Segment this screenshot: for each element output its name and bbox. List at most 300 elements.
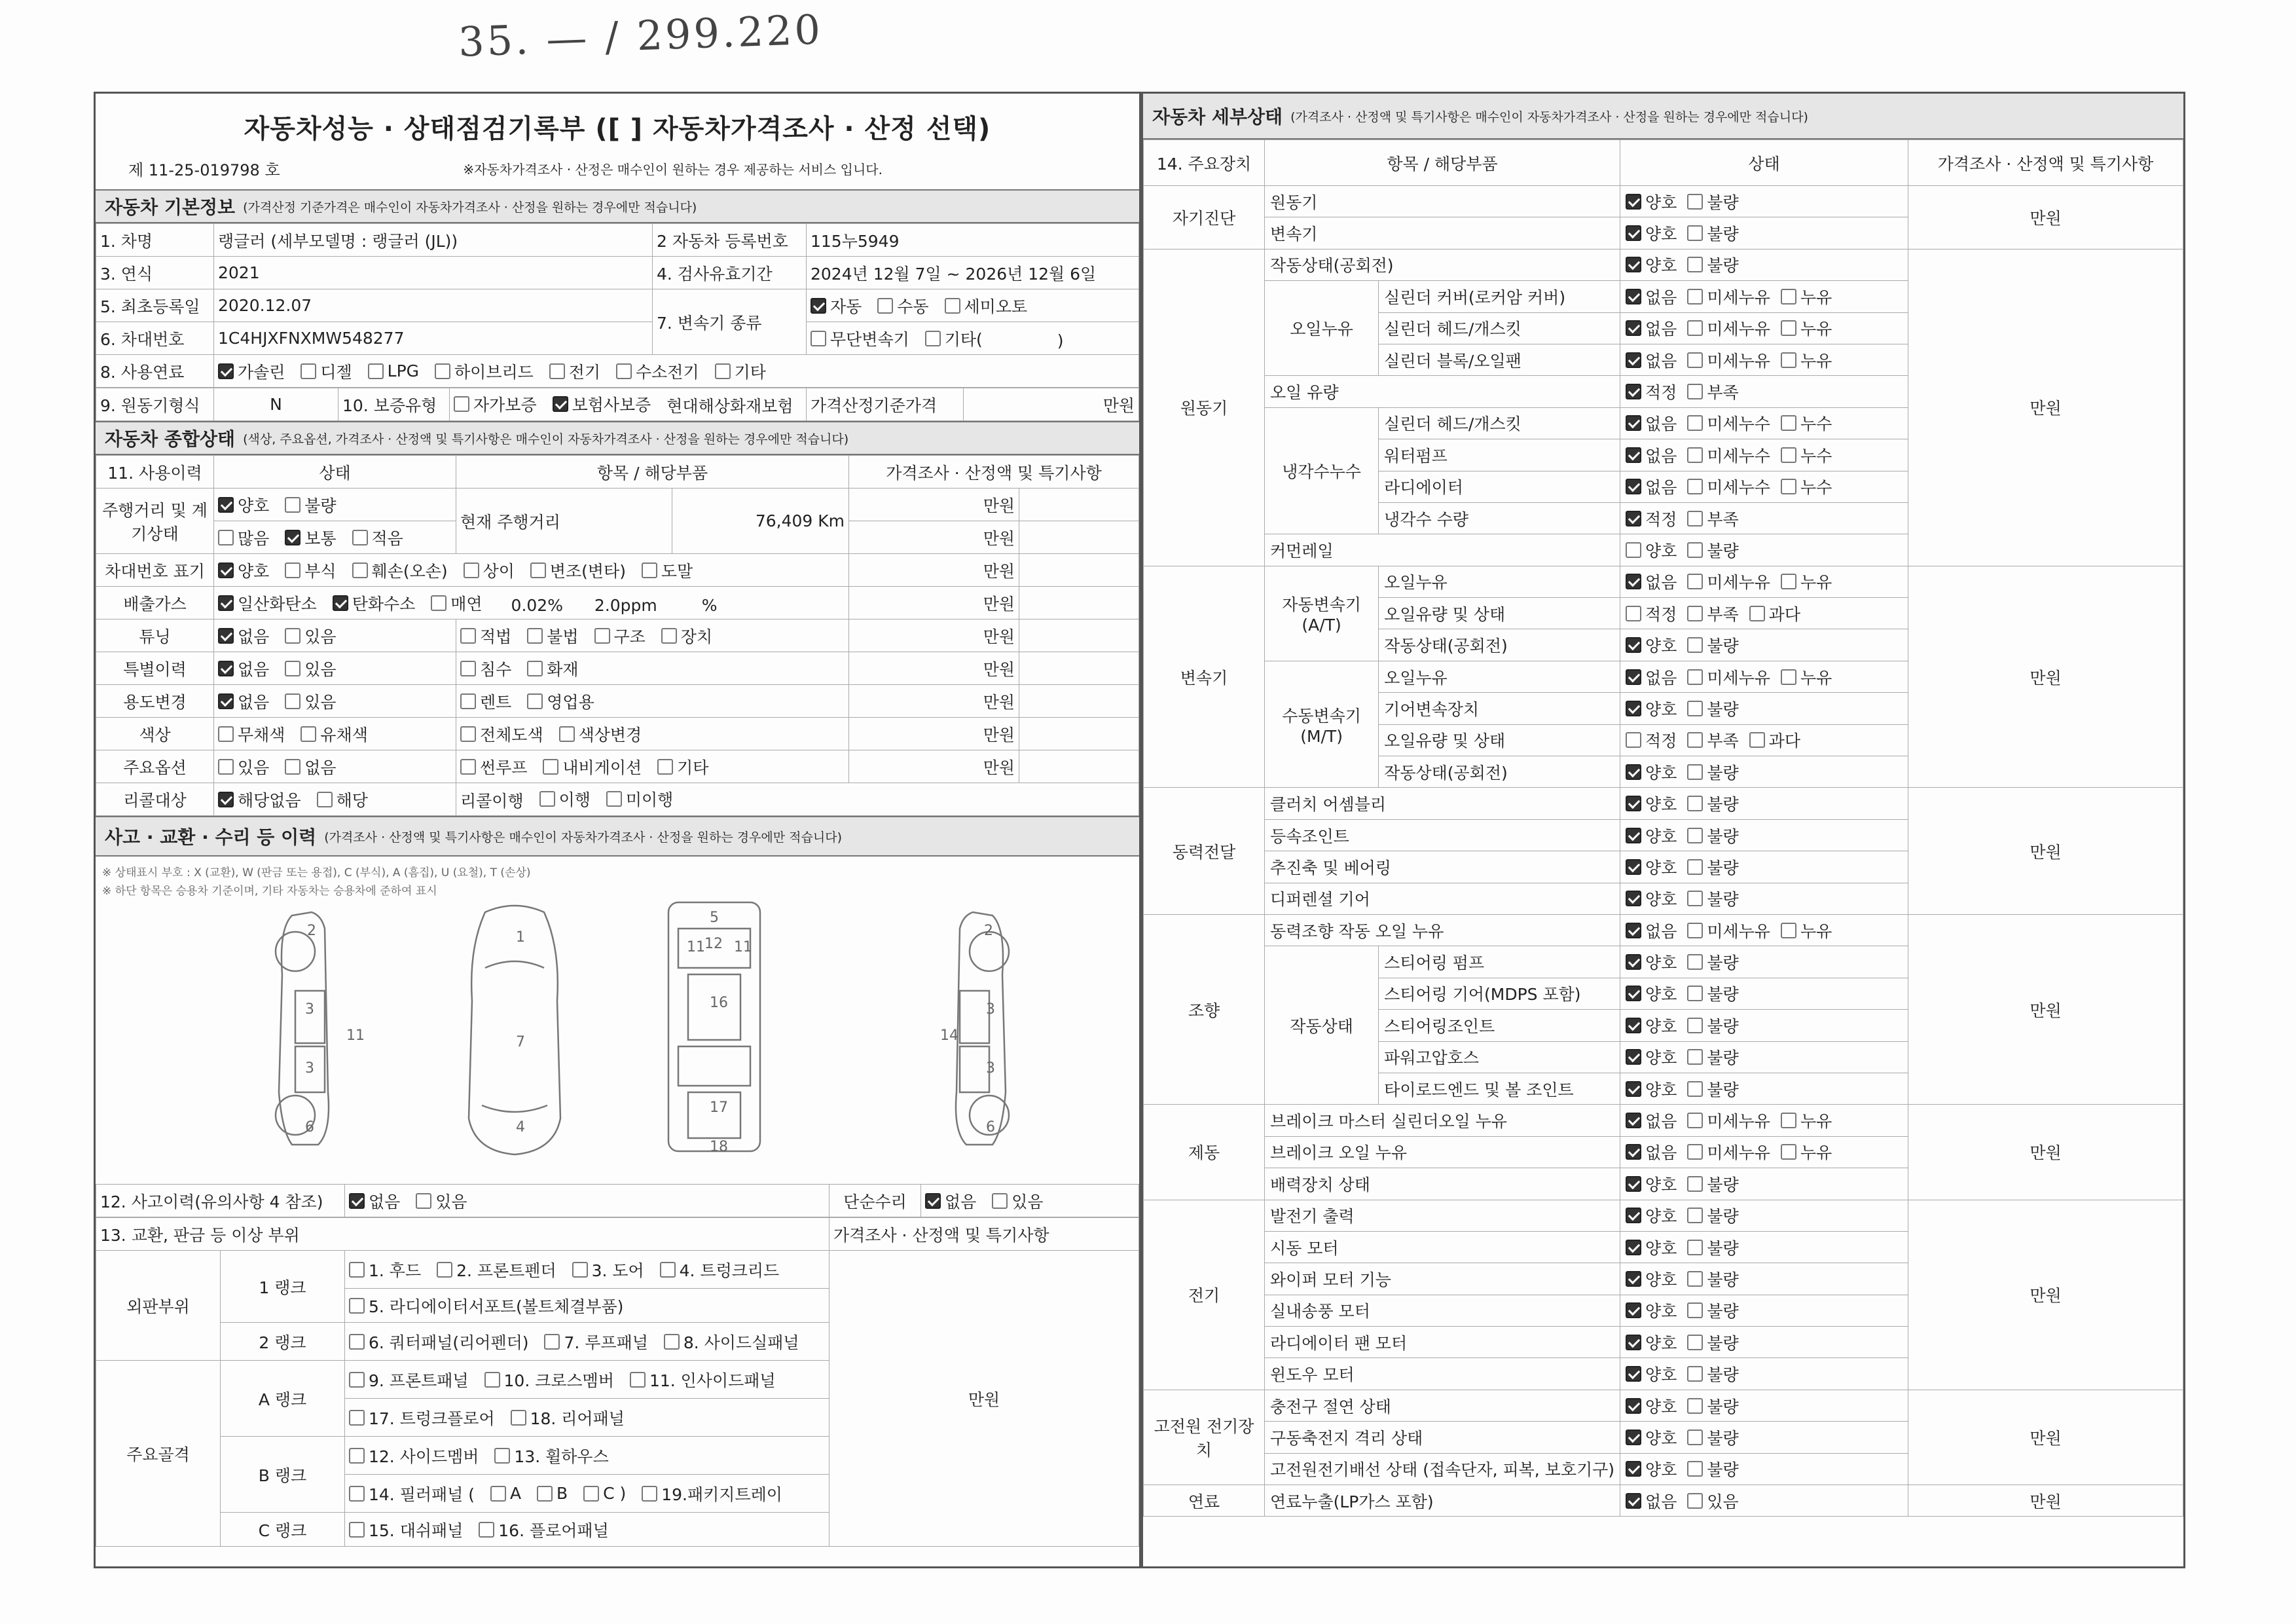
status-options [1620, 407, 1908, 439]
checkbox [616, 363, 632, 379]
status-options [1620, 1390, 1908, 1421]
opt[interactable]: 색상변경 [559, 722, 642, 746]
status-option[interactable]: 누유 [1781, 1140, 1832, 1164]
checkbox-checked [1626, 289, 1641, 304]
checkbox [317, 792, 333, 807]
opt-many[interactable]: 많음 [218, 526, 269, 549]
checkbox [594, 628, 610, 644]
right-form [1141, 92, 2185, 1568]
status-option[interactable]: 미세누유 [1687, 919, 1770, 942]
checkbox [368, 363, 384, 379]
status-option[interactable]: 양호 [1626, 1014, 1677, 1037]
part[interactable]: 14. 필러패널 ( [349, 1482, 475, 1505]
checkbox-checked [218, 595, 234, 611]
warranty-insurance[interactable]: 보험사보증 [553, 392, 651, 416]
fuel-hydrogen[interactable]: 수소전기 [616, 360, 699, 383]
opt-no-repair[interactable]: 없음 [925, 1189, 976, 1213]
fuel-other[interactable]: 기타 [715, 360, 766, 383]
checkbox [1781, 1113, 1796, 1128]
basic-info-table [96, 223, 1139, 388]
status-option[interactable]: 불량 [1687, 1267, 1738, 1291]
checkbox-checked [1626, 194, 1641, 210]
section-note: (가격조사 · 산정액 및 특기사항은 매수인이 자동차가격조사 · 산정을 원하는 경우에만 적습니다) [324, 830, 842, 845]
part[interactable]: B [537, 1484, 568, 1503]
opt-no-accident[interactable]: 없음 [349, 1189, 400, 1213]
checkbox [349, 1262, 365, 1278]
status-option[interactable]: 적정 [1626, 507, 1677, 530]
status-option[interactable]: 불량 [1687, 1045, 1738, 1069]
status-option[interactable]: 양호 [1626, 1299, 1677, 1322]
hdr-item: 항목 / 해당부품 [1265, 140, 1620, 186]
status-option[interactable]: 불량 [1687, 190, 1738, 213]
checkbox-checked [1626, 1493, 1641, 1509]
checkbox [1687, 1430, 1703, 1445]
checkbox [1687, 732, 1703, 748]
svg-text:11: 11 [734, 939, 752, 955]
status-option[interactable]: 불량 [1687, 1204, 1738, 1227]
status-option[interactable]: 미세누유 [1687, 665, 1770, 689]
status-option[interactable]: 양호 [1626, 1426, 1677, 1449]
status-option[interactable]: 불량 [1687, 1457, 1738, 1481]
status-option[interactable]: 불량 [1687, 221, 1738, 245]
checkbox [484, 1372, 500, 1388]
opt-bad[interactable]: 불량 [285, 493, 336, 517]
opt[interactable]: 변조(변타) [530, 559, 626, 582]
checkbox [1687, 447, 1703, 463]
status-option[interactable]: 불량 [1687, 1236, 1738, 1259]
opt[interactable]: 무채색 [218, 722, 285, 746]
checkbox-checked [1626, 1144, 1641, 1160]
checkbox-checked [218, 792, 234, 807]
status-option[interactable]: 미세누유 [1687, 1109, 1770, 1132]
checkbox [1687, 352, 1703, 368]
opt-hc[interactable]: 탄화수소 [333, 591, 416, 615]
status-option[interactable]: 양호 [1626, 633, 1677, 657]
simple-repair-options [921, 1185, 1139, 1217]
status-options [1620, 186, 1908, 217]
opt[interactable]: 없음 [218, 690, 269, 713]
status-option[interactable]: 불량 [1687, 950, 1738, 974]
opt-few[interactable]: 적음 [352, 526, 403, 549]
checkbox [527, 693, 543, 709]
opt[interactable]: 영업용 [527, 690, 594, 713]
status-option[interactable]: 없음 [1626, 411, 1677, 435]
checkbox [1687, 1018, 1703, 1033]
status-option[interactable]: 과다 [1749, 728, 1800, 752]
status-option[interactable]: 양호 [1626, 697, 1677, 720]
status-option[interactable]: 양호 [1626, 1045, 1677, 1069]
status-option[interactable]: 불량 [1687, 1426, 1738, 1449]
svg-text:12: 12 [704, 936, 723, 952]
status-option[interactable]: 부족 [1687, 602, 1738, 625]
fuel-gasoline[interactable]: 가솔린 [218, 360, 285, 383]
status-option[interactable]: 부족 [1687, 507, 1738, 530]
part[interactable]: 10. 크로스멤버 [484, 1368, 614, 1392]
part[interactable]: 16. 플로어패널 [479, 1518, 608, 1541]
label-simple-repair: 단순수리 [829, 1185, 921, 1217]
status-options [1620, 1168, 1908, 1200]
checkbox-checked [1626, 415, 1641, 431]
svg-text:14: 14 [940, 1027, 958, 1044]
status-option[interactable]: 양호 [1626, 1204, 1677, 1227]
status-option[interactable]: 양호 [1626, 1331, 1677, 1354]
checkbox [1687, 923, 1703, 938]
opt[interactable]: 해당없음 [218, 788, 301, 811]
status-option[interactable]: 불량 [1687, 1394, 1738, 1418]
status-option[interactable]: 양호 [1626, 760, 1677, 784]
status-option[interactable]: 누수 [1781, 443, 1832, 467]
status-option[interactable]: 양호 [1626, 824, 1677, 847]
checkbox [1687, 1176, 1703, 1192]
status-option[interactable]: 누유 [1781, 665, 1832, 689]
status-option[interactable]: 불량 [1687, 1299, 1738, 1322]
item-label: 라디에이터 [1379, 471, 1620, 502]
status-option[interactable]: 누유 [1781, 1109, 1832, 1132]
section-basic-info [96, 189, 1139, 223]
part[interactable]: 12. 사이드멤버 [349, 1444, 479, 1467]
status-option[interactable]: 미세누수 [1687, 475, 1770, 498]
status-option[interactable]: 미세누수 [1687, 411, 1770, 435]
status-option[interactable]: 불량 [1687, 887, 1738, 910]
label-accident: 12. 사고이력(유의사항 4 참조) [96, 1185, 345, 1217]
checkbox [285, 693, 301, 709]
option-other[interactable]: 기타( [925, 327, 983, 350]
checkbox-checked [1626, 225, 1641, 241]
option-manual[interactable]: 수동 [877, 294, 928, 318]
checkbox [1687, 511, 1703, 526]
part[interactable]: C ) [583, 1484, 626, 1503]
status-option[interactable]: 양호 [1626, 538, 1677, 562]
opt[interactable]: 전체도색 [460, 722, 543, 746]
item-label: 파워고압호스 [1379, 1041, 1620, 1073]
checkbox-checked [1626, 574, 1641, 589]
item-label: 연료누출(LP가스 포함) [1265, 1485, 1620, 1517]
opt[interactable]: 썬루프 [460, 755, 527, 779]
price-unit: 만원 [849, 489, 1019, 521]
status-option[interactable]: 양호 [1626, 221, 1677, 245]
checkbox-checked [1626, 796, 1641, 811]
opt[interactable]: 양호 [218, 559, 269, 582]
part[interactable]: 2. 프론트펜더 [437, 1258, 556, 1282]
status-option[interactable]: 누유 [1781, 919, 1832, 942]
part[interactable]: 4. 트렁크리드 [660, 1258, 780, 1282]
status-option[interactable]: 불량 [1687, 1077, 1738, 1101]
status-option[interactable]: 불량 [1687, 1362, 1738, 1386]
checkbox [285, 661, 301, 676]
part[interactable]: 11. 인사이드패널 [630, 1368, 776, 1392]
opt[interactable]: 이행 [539, 787, 591, 811]
status-option[interactable]: 미세누유 [1687, 1140, 1770, 1164]
part[interactable]: 3. 도어 [572, 1258, 644, 1282]
checkbox-checked [1626, 923, 1641, 938]
status-option[interactable]: 양호 [1626, 1236, 1677, 1259]
status-option[interactable]: 누수 [1781, 411, 1832, 435]
item-label: 냉각수 수량 [1379, 502, 1620, 534]
opt[interactable]: 유채색 [301, 722, 367, 746]
exchange-price-unit: 만원 [829, 1251, 1139, 1547]
checkbox [218, 530, 234, 545]
opt[interactable]: 미이행 [606, 787, 673, 811]
status-option[interactable]: 누유 [1781, 348, 1832, 372]
opt[interactable]: 있음 [285, 657, 336, 680]
checkbox [437, 1262, 452, 1278]
status-option[interactable]: 누유 [1781, 316, 1832, 340]
svg-text:6: 6 [986, 1119, 995, 1135]
section-title: 자동차 종합상태 [105, 428, 236, 450]
status-option[interactable]: 양호 [1626, 190, 1677, 213]
status-option[interactable]: 양호 [1626, 1394, 1677, 1418]
item-label: 오일유량 및 상태 [1379, 724, 1620, 756]
price-unit: 만원 [849, 685, 1019, 718]
opt[interactable]: 렌트 [460, 690, 511, 713]
opt[interactable]: 침수 [460, 657, 511, 680]
status-option[interactable]: 적정 [1626, 380, 1677, 403]
service-note: ※자동차가격조사 · 산정은 매수인이 원하는 경우 제공하는 서비스 입니다. [463, 162, 883, 177]
status-option[interactable]: 과다 [1749, 602, 1800, 625]
opt[interactable]: 화재 [527, 657, 578, 680]
part[interactable]: 18. 리어패널 [511, 1406, 625, 1430]
opt-repair[interactable]: 있음 [992, 1189, 1043, 1213]
status-option[interactable]: 양호 [1626, 1362, 1677, 1386]
opt[interactable]: 없음 [285, 755, 336, 779]
status-option[interactable]: 양호 [1626, 1172, 1677, 1196]
status-options [1620, 1200, 1908, 1231]
opt[interactable]: 부식 [285, 559, 336, 582]
hdr-item: 항목 / 해당부품 [456, 456, 849, 489]
label-current-mileage: 현재 주행거리 [456, 489, 672, 554]
status-option[interactable]: 양호 [1626, 887, 1677, 910]
part[interactable]: 19.패키지트레이 [642, 1482, 782, 1505]
status-option[interactable]: 없음 [1626, 348, 1677, 372]
checkbox [1749, 606, 1765, 621]
checkbox [1687, 828, 1703, 843]
opt-co[interactable]: 일산화탄소 [218, 591, 317, 615]
status-option[interactable]: 불량 [1687, 538, 1738, 562]
status-option[interactable]: 미세누유 [1687, 570, 1770, 593]
status-option[interactable]: 불량 [1687, 855, 1738, 879]
status-option[interactable]: 양호 [1626, 950, 1677, 974]
status-options [1620, 534, 1908, 566]
opt[interactable]: 없음 [218, 624, 269, 648]
opt[interactable]: 있음 [285, 624, 336, 648]
status-option[interactable]: 불량 [1687, 1331, 1738, 1354]
status-option[interactable]: 양호 [1626, 253, 1677, 276]
svg-text:3: 3 [305, 1001, 314, 1018]
status-option[interactable]: 양호 [1626, 982, 1677, 1005]
opt[interactable]: 훼손(오손) [352, 559, 448, 582]
status-option[interactable]: 불량 [1687, 697, 1738, 720]
usage-items [456, 685, 849, 718]
status-options [1620, 946, 1908, 978]
svg-text:1: 1 [516, 929, 525, 946]
status-option[interactable]: 없음 [1626, 1489, 1677, 1513]
label-main-options: 주요옵션 [96, 750, 214, 783]
checkbox [301, 363, 316, 379]
hdr-price: 가격조사 · 산정액 및 특기사항 [1908, 140, 2183, 186]
option-semi-auto[interactable]: 세미오토 [945, 294, 1028, 318]
checkbox [349, 1334, 365, 1350]
checkbox [1687, 479, 1703, 494]
item-label: 실린더 커버(로커암 커버) [1379, 281, 1620, 312]
status-option[interactable]: 불량 [1687, 633, 1738, 657]
status-option[interactable]: 누수 [1781, 475, 1832, 498]
checkbox-checked [1626, 479, 1641, 494]
part[interactable]: 17. 트렁크플로어 [349, 1406, 495, 1430]
status-option[interactable]: 불량 [1687, 982, 1738, 1005]
status-option[interactable]: 불량 [1687, 1014, 1738, 1037]
fuel-lpg[interactable]: LPG [368, 361, 419, 380]
checkbox [1781, 1144, 1796, 1160]
accident-options [345, 1185, 829, 1217]
status-option[interactable]: 없음 [1626, 1140, 1677, 1164]
status-option[interactable]: 양호 [1626, 1077, 1677, 1101]
status-option[interactable]: 부족 [1687, 728, 1738, 752]
item-label: 와이퍼 모터 기능 [1265, 1263, 1620, 1295]
part[interactable]: 15. 대쉬패널 [349, 1518, 463, 1541]
status-option[interactable]: 양호 [1626, 792, 1677, 815]
opt[interactable]: 불법 [527, 624, 578, 648]
price-unit: 만원 [849, 554, 1019, 587]
section-title: 자동차 세부상태 [1152, 106, 1283, 128]
value-vin: 1C4HJXFNXMW548277 [214, 322, 653, 355]
price-unit: 만원 [1908, 1390, 2183, 1485]
opt-accident[interactable]: 있음 [416, 1189, 467, 1213]
fuel-diesel[interactable]: 디젤 [301, 360, 352, 383]
status-option[interactable]: 양호 [1626, 1457, 1677, 1481]
status-options [1620, 1231, 1908, 1263]
fuel-hybrid[interactable]: 하이브리드 [435, 360, 534, 383]
status-option[interactable]: 양호 [1626, 1267, 1677, 1291]
checkbox [1687, 1049, 1703, 1065]
status-option[interactable]: 적정 [1626, 602, 1677, 625]
status-option[interactable]: 미세누수 [1687, 443, 1770, 467]
status-option[interactable]: 없음 [1626, 1109, 1677, 1132]
option-cvt[interactable]: 무단변속기 [811, 327, 909, 350]
status-option[interactable]: 없음 [1626, 475, 1677, 498]
checkbox [285, 628, 301, 644]
checkbox-checked [1626, 986, 1641, 1001]
opt[interactable]: 있음 [285, 690, 336, 713]
rankA-parts-2 [345, 1399, 829, 1437]
status-option[interactable]: 미세누유 [1687, 348, 1770, 372]
item-label: 작동상태(공회전) [1379, 629, 1620, 661]
label-rankA: A 랭크 [221, 1361, 345, 1437]
status-option[interactable]: 누유 [1781, 570, 1832, 593]
status-options [1620, 439, 1908, 471]
fuel-electric[interactable]: 전기 [549, 360, 600, 383]
status-option[interactable]: 적정 [1626, 728, 1677, 752]
part[interactable]: 8. 사이드실패널 [664, 1330, 799, 1354]
status-option[interactable]: 없음 [1626, 665, 1677, 689]
status-option[interactable]: 없음 [1626, 316, 1677, 340]
checkbox [527, 628, 543, 644]
checkbox [285, 563, 301, 578]
part[interactable]: 6. 쿼터패널(리어펜더) [349, 1330, 529, 1354]
checkbox [1781, 289, 1796, 304]
status-option[interactable]: 없음 [1626, 443, 1677, 467]
item-label: 커먼레일 [1265, 534, 1620, 566]
status-option[interactable]: 미세누유 [1687, 316, 1770, 340]
part[interactable]: 5. 라디에이터서포트(볼트체결부품) [349, 1294, 623, 1318]
opt[interactable]: 기타 [657, 755, 708, 779]
status-option[interactable]: 있음 [1687, 1489, 1738, 1513]
checkbox [460, 759, 476, 775]
option-auto[interactable]: 자동 [811, 294, 862, 318]
status-option[interactable]: 불량 [1687, 1172, 1738, 1196]
checkbox [1687, 669, 1703, 685]
status-option[interactable]: 없음 [1626, 285, 1677, 308]
status-option[interactable]: 부족 [1687, 380, 1738, 403]
item-label: 충전구 절연 상태 [1265, 1390, 1620, 1421]
item-label: 실내송풍 모터 [1265, 1295, 1620, 1326]
status-option[interactable]: 불량 [1687, 760, 1738, 784]
checkbox [660, 1262, 676, 1278]
part[interactable]: 7. 루프패널 [544, 1330, 647, 1354]
status-options [1620, 1041, 1908, 1073]
opt-normal[interactable]: 보통 [285, 526, 336, 549]
checkbox-checked [1626, 384, 1641, 399]
label-special-history: 특별이력 [96, 652, 214, 685]
status-option[interactable]: 미세누유 [1687, 285, 1770, 308]
rankB-parts [345, 1437, 829, 1475]
opt[interactable]: 적법 [460, 624, 511, 648]
part[interactable]: 1. 후드 [349, 1258, 421, 1282]
status-option[interactable]: 불량 [1687, 253, 1738, 276]
opt[interactable]: 내비게이션 [543, 755, 642, 779]
status-option[interactable]: 양호 [1626, 855, 1677, 879]
svg-text:5: 5 [710, 910, 719, 926]
item-label: 윈도우 모터 [1265, 1358, 1620, 1390]
opt-smoke[interactable]: 매연 [431, 591, 482, 615]
opt[interactable]: 없음 [218, 657, 269, 680]
emission-options: 일산화탄소 탄화수소 매연 0.02% 2.0ppm % [214, 587, 849, 619]
checkbox [1781, 320, 1796, 336]
part[interactable]: 9. 프론트패널 [349, 1368, 469, 1392]
opt[interactable]: 장치 [661, 624, 712, 648]
left-form [94, 92, 1141, 1568]
part[interactable]: A [490, 1484, 521, 1503]
color-items [456, 718, 849, 750]
group-label: 전기 [1144, 1200, 1265, 1390]
checkbox [1687, 257, 1703, 272]
status-option[interactable]: 없음 [1626, 919, 1677, 942]
checkbox [1781, 447, 1796, 463]
status-options [1620, 1105, 1908, 1136]
status-option[interactable]: 없음 [1626, 570, 1677, 593]
opt-good[interactable]: 양호 [218, 493, 269, 517]
opt[interactable]: 구조 [594, 624, 646, 648]
recall-options [214, 783, 456, 816]
status-options [1620, 629, 1908, 661]
recall-items: 리콜이행 이행 미이행 [456, 783, 1139, 816]
status-options [1620, 217, 1908, 249]
opt[interactable]: 있음 [218, 755, 269, 779]
checkbox [1626, 606, 1641, 621]
checkbox [715, 363, 731, 379]
part[interactable]: 13. 휠하우스 [494, 1444, 608, 1467]
opt[interactable]: 도말 [642, 559, 693, 582]
status-option[interactable]: 누유 [1781, 285, 1832, 308]
status-options [1620, 312, 1908, 344]
opt[interactable]: 상이 [464, 559, 515, 582]
opt[interactable]: 해당 [317, 788, 368, 811]
svg-text:3: 3 [305, 1060, 314, 1077]
warranty-self[interactable]: 자가보증 [454, 392, 537, 416]
status-option[interactable]: 불량 [1687, 792, 1738, 815]
value-model: 랭글러 (세부모델명 : 랭글러 (JL)) [214, 224, 653, 257]
status-option[interactable]: 불량 [1687, 824, 1738, 847]
exchange-table [96, 1217, 1139, 1547]
